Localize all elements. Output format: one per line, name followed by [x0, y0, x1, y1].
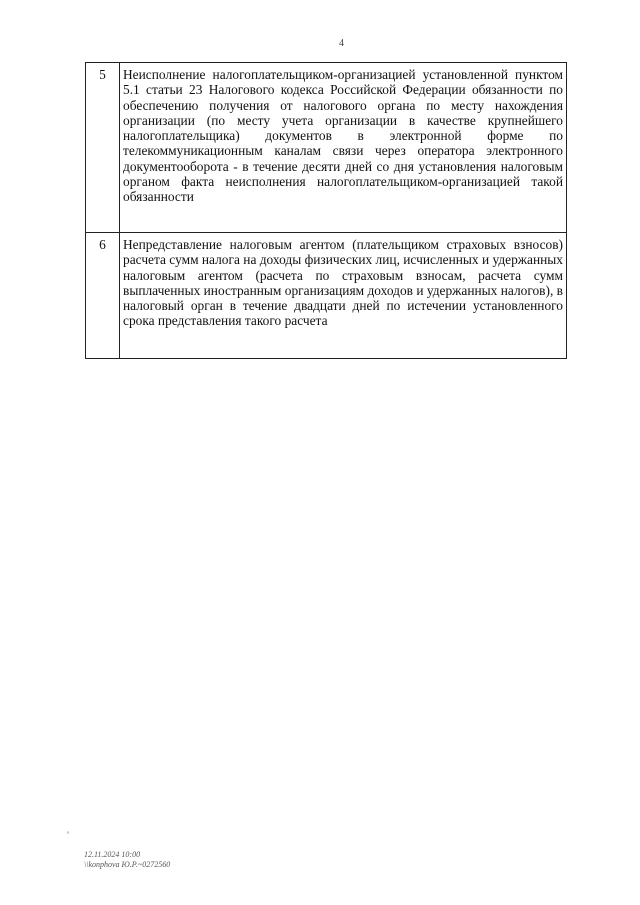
table-row	[86, 233, 567, 359]
row-text: Непредставление налоговым агентом (плательщиком страховых взносов) расчета сумм налога на доходы физических лиц, исчисленных и удержанных налоговым агентом (расчета по страховым взносам, расчета сумм выплаченных иностранным организациям доходов и удержанных налогов), в налоговый орган в течение двадцати дней по истечении установленного срока представления такого расчета	[120, 233, 567, 359]
footer-author-line: \\konphova Ю.Р.~0272560	[84, 860, 171, 869]
document-footer	[84, 850, 170, 870]
page-number: 4	[339, 38, 344, 49]
table-row	[86, 63, 567, 233]
row-number: 6	[86, 233, 120, 359]
footer-date-line: 12.11.2024 10:00	[84, 850, 141, 859]
row-text: Неисполнение налогоплательщиком-организацией установленной пунктом 5.1 статьи 23 Налогового кодекса Российской Федерации обязанности по обеспечению получения от налогового органа по месту нахождения организации (по месту учета организации в качестве крупнейшего налогоплательщика) документов в электронной форме по телекоммуникационным каналам связи через оператора электронного документооборота - в течение десяти дней со дня установления налоговым органом факта неисполнения налогоплательщиком-организацией такой обязанности	[120, 63, 567, 233]
measures-table	[85, 62, 567, 359]
row-number: 5	[86, 63, 120, 233]
footer-mark: ₓ	[67, 826, 70, 835]
